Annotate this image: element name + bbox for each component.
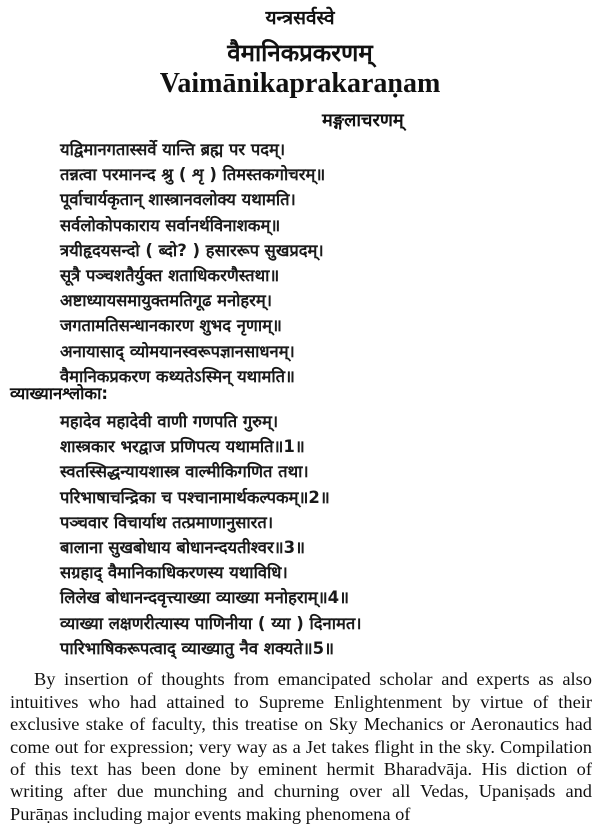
verse-line: यद्विमानगतास्सर्वे यान्ति ब्रह्म पर पदम्। [60, 140, 286, 159]
invocation-verses [60, 137, 325, 389]
verse-line: स्वतस्सिद्धन्यायशास्त्र वाल्मीकिगणित तथा। [60, 462, 309, 482]
chapter-title-devanagari: वैमानिकप्रकरणम् [227, 39, 373, 67]
verse-line: अष्टाध्यायसमायुक्तमतिगूढ मनोहरम्। [60, 291, 273, 311]
verse-line: लिलेख बोधानन्दवृत्त्याख्या व्याख्या मनोहराम्॥4॥ [60, 588, 349, 608]
verse-line: परिभाषाचन्द्रिका च पश्चानामार्थकल्पकम्॥2॥ [60, 487, 330, 507]
verse-line: व्याख्या लक्षणरीत्यास्य पाणिनीया ( य्या ) दिनामत। [60, 613, 362, 633]
verse-line: जगतामतिसन्धानकारण शुभद नृणाम्॥ [60, 316, 282, 336]
verse-line: वैमानिकप्रकरण कथ्यतेऽस्मिन् यथामति॥ [60, 366, 295, 386]
commentary-verses [60, 409, 362, 661]
verse-line: तन्नत्वा परमानन्द श्रु ( शृ ) तिमस्तकगोचरम्॥ [60, 165, 326, 185]
verse-line: पूर्वाचार्यकृतान् शास्त्रानवलोक्य यथामति। [60, 190, 296, 210]
verse-line: बालाना सुखबोधाय बोधानन्दयतीश्वर॥3॥ [60, 537, 305, 557]
verse-line: अनायासाद् व्योमयानस्वरूपज्ञानसाधनम्। [60, 341, 295, 361]
english-paragraph: By insertion of thoughts from emancipated scholar and experts as also intuitives who had attained to Supreme Enlightenment by virtue of their exclusive stake of faculty, this treatise on Sky Mechanics or Aeronautics had come out for expression; very way as a Jet takes flight in the sky. Compilation of this text has been done by eminent hermit Bharadvāja. His diction of writing after due munching and churning over all Vedas, Upaniṣads and Purāṇas including major events making phenomena of [10, 669, 592, 824]
verse-line: शास्त्रकार भरद्वाज प्रणिपत्य यथामति॥1॥ [60, 437, 305, 457]
verse-line: त्रयीहृदयसन्दो ( ब्दो? ) हसाररूप सुखप्रदम्। [60, 240, 324, 260]
verse-line: पञ्चवार विचार्याथ तत्प्रमाणानुसारत। [60, 512, 274, 532]
verse-line: महादेव महादेवी वाणी गणपति गुरुम्। [60, 412, 279, 431]
verse-line: सूत्रै पञ्चशतैर्युक्त शताधिकरणैस्तथा॥ [60, 265, 280, 285]
verse-line: सर्वलोकोपकाराय सर्वानर्थविनाशकम्॥ [60, 215, 281, 235]
verse-line: पारिभाषिकरूपत्वाद् व्याख्यातु नैव शक्यते॥5॥ [60, 638, 335, 658]
verse-line: सग्रहाद् वैमानिकाधिकरणस्य यथाविधि। [60, 563, 288, 583]
running-head: यन्त्रसर्वस्वे [265, 7, 335, 29]
chapter-title-romanized: Vaimānikaprakaraṇam [159, 68, 441, 99]
invocation-heading: मङ्गलाचरणम् [322, 110, 404, 131]
commentary-heading: व्याख्यानश्लोका: [10, 384, 108, 403]
